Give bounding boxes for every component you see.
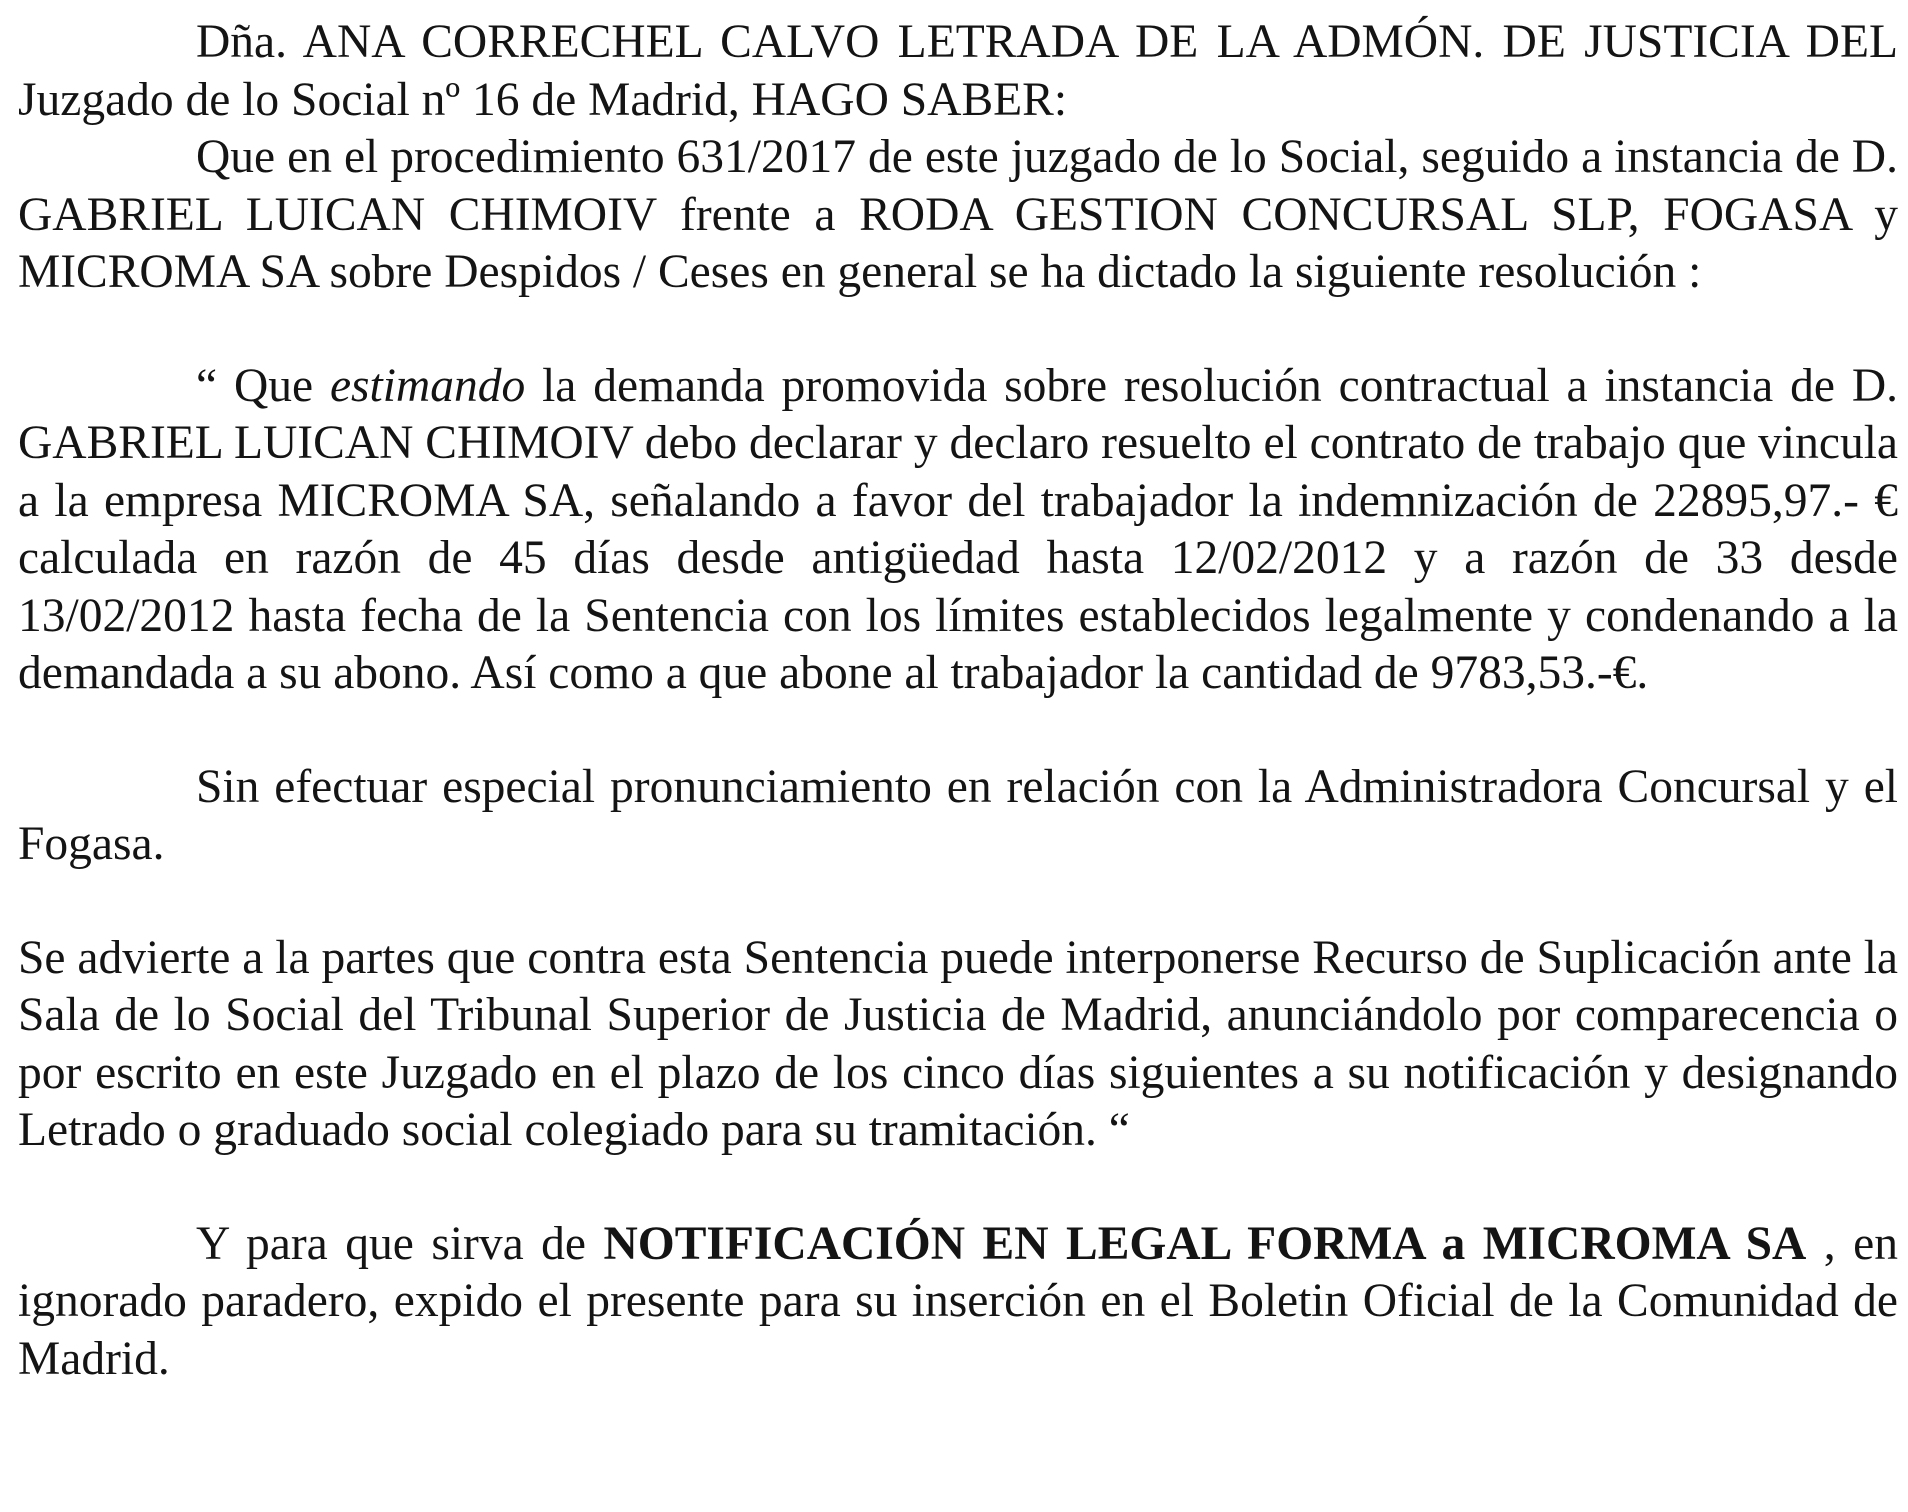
closing-bold: NOTIFICACIÓN EN LEGAL FORMA a MICROMA SA xyxy=(603,1217,1807,1270)
intro-text: Que en el procedimiento 631/2017 de este juzgado de lo Social, seguido a instancia de D. GABRIEL LUICAN CHIMOIV frente a RODA GESTION CONCURSAL SLP, FOGASA y MICROMA SA sobre Despidos / Ceses en general se ha dictado la siguiente resolución : xyxy=(18,131,1898,298)
ruling-emphasis: estimando xyxy=(329,359,526,412)
no-pronouncement-paragraph xyxy=(18,759,1898,874)
header-text: Dña. ANA CORRECHEL CALVO LETRADA DE LA ADMÓN. DE JUSTICIA DEL Juzgado de lo Social nº 16 de Madrid, HAGO SABER: xyxy=(18,16,1898,126)
closing-paragraph xyxy=(18,1216,1898,1389)
no-pronouncement-text: Sin efectuar especial pronunciamiento en relación con la Administradora Concursal y el Fogasa. xyxy=(18,760,1898,870)
document-page xyxy=(18,14,1898,1388)
appeal-notice-text: Se advierte a la partes que contra esta Sentencia puede interponerse Recurso de Suplicación ante la Sala de lo Social del Tribunal Superior de Justicia de Madrid, anunciándolo por comparecencia o por escrito en este Juzgado en el plazo de los cinco días siguientes a su notificación y designando Letrado o graduado social colegiado para su tramitación. “ xyxy=(18,931,1898,1156)
appeal-notice-paragraph xyxy=(18,930,1898,1160)
closing-suffix: , en ignorado paradero, expido el presente para su inserción en el Boletin Oficial de la Comunidad de Madrid. xyxy=(18,1217,1898,1385)
ruling-text: la demanda promovida sobre resolución contractual a instancia de D. GABRIEL LUICAN CHIMOIV debo declarar y declaro resuelto el contrato de trabajo que vincula a la empresa MICROMA SA, señalando a favor del trabajador la indemnización de 22895,97.- € calculada en razón de 45 días desde antigüedad hasta 12/02/2012 y a razón de 33 desde 13/02/2012 hasta fecha de la Sentencia con los límites establecidos legalmente y condenando a la demandada a su abono. Así como a que abone al trabajador la cantidad de 9783,53.-€. xyxy=(18,359,1899,699)
closing-prefix: Y para que sirva de xyxy=(196,1217,604,1270)
ruling-prefix: “ Que xyxy=(196,359,330,412)
header-paragraph xyxy=(18,14,1898,129)
ruling-paragraph xyxy=(18,358,1898,703)
intro-paragraph xyxy=(18,129,1898,302)
